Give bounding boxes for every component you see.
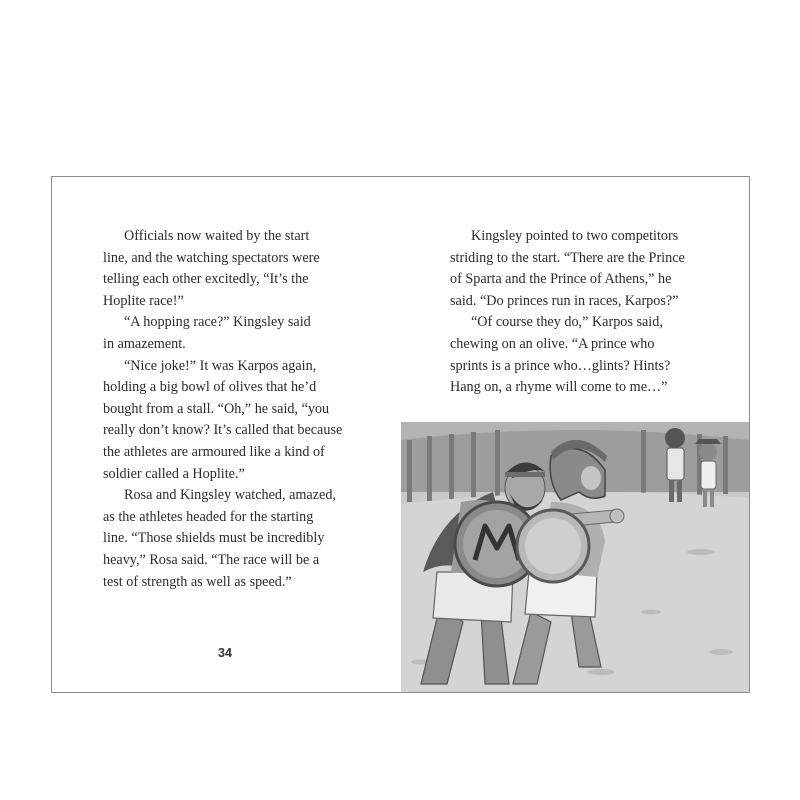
right-page-text xyxy=(450,226,710,399)
text-line: Hoplite race!” xyxy=(103,292,184,309)
text-line: said. “Do princes run in races, Karpos?” xyxy=(450,292,679,309)
text-line: holding a big bowl of olives that he’d xyxy=(103,379,317,396)
text-line: heavy,” Rosa said. “The race will be a xyxy=(103,551,320,568)
text-line: of Sparta and the Prince of Athens,” he xyxy=(450,271,672,288)
left-page-text xyxy=(103,226,357,593)
page-number: 34 xyxy=(218,646,232,660)
text-line: striding to the start. “There are the Prince xyxy=(450,249,685,266)
text-line: really don’t know? It’s called that because xyxy=(103,422,343,439)
text-line: the athletes are armoured like a kind of xyxy=(103,443,325,460)
text-line: line. “Those shields must be incredibly xyxy=(103,530,325,547)
text-line: telling each other excitedly, “It’s the xyxy=(103,271,309,288)
text-line: Kingsley pointed to two competitors xyxy=(471,228,679,244)
left-page xyxy=(52,177,401,692)
book-spread xyxy=(51,176,750,693)
text-line: chewing on an olive. “A prince who xyxy=(450,335,655,352)
text-line: Officials now waited by the start xyxy=(124,228,310,244)
text-line: sprints is a prince who…glints? Hints? xyxy=(450,357,671,374)
text-line: “Nice joke!” It was Karpos again, xyxy=(124,357,317,374)
text-line: Rosa and Kingsley watched, amazed, xyxy=(124,487,336,504)
text-line: bought from a stall. “Oh,” he said, “you xyxy=(103,400,330,417)
text-line: “A hopping race?” Kingsley said xyxy=(124,314,311,331)
text-line: line, and the watching spectators were xyxy=(103,249,320,266)
text-line: test of strength as well as speed.” xyxy=(103,573,292,590)
hoplite-race-illustration xyxy=(401,422,749,693)
text-line: Hang on, a rhyme will come to me…” xyxy=(450,379,668,396)
text-line: soldier called a Hoplite.” xyxy=(103,465,245,482)
text-line: “Of course they do,” Karpos said, xyxy=(471,314,663,331)
text-line: as the athletes headed for the starting xyxy=(103,508,314,525)
text-line: in amazement. xyxy=(103,335,186,352)
